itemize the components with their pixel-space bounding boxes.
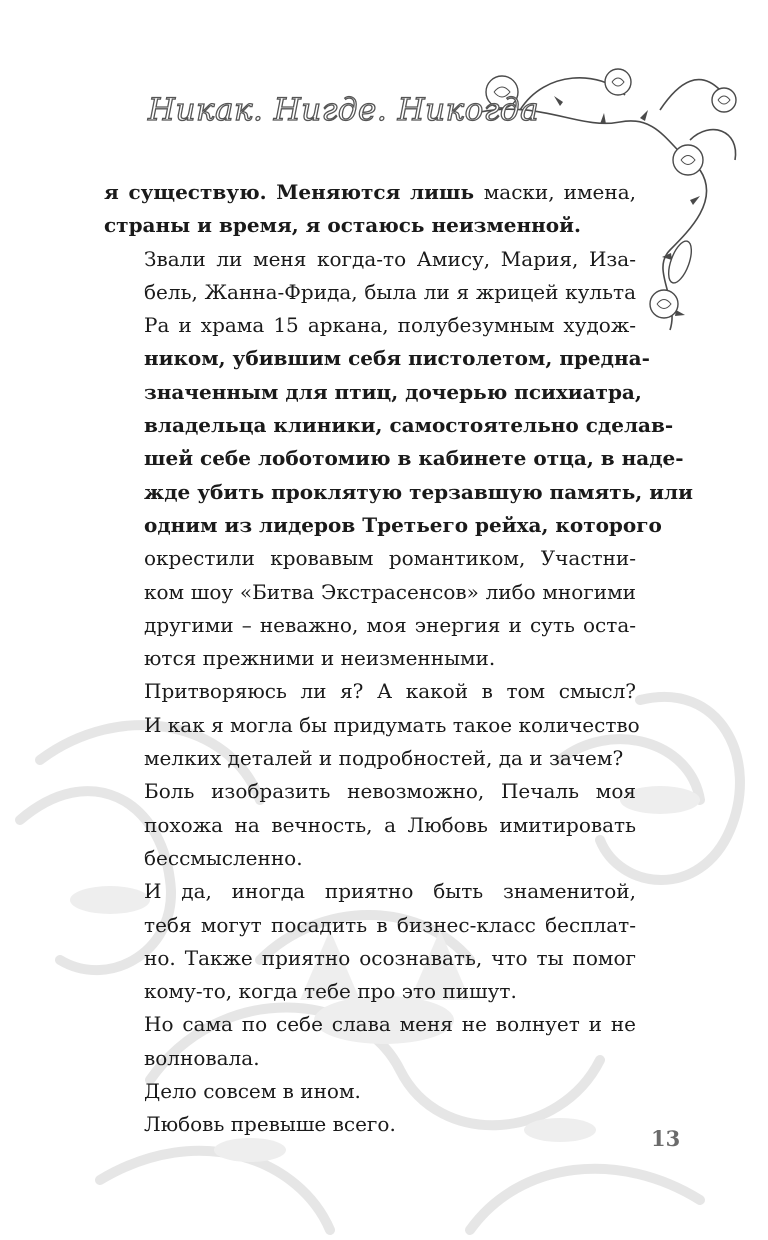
text-line: [104, 409, 674, 442]
text-line: [104, 1075, 636, 1108]
text-segment: бессмысленно.: [144, 845, 303, 870]
text-line: [104, 342, 650, 375]
paragraph: [104, 243, 693, 676]
text-line: [104, 209, 636, 242]
text-segment: бель, Жанна-Фрида, была ли я жрицей культа: [144, 279, 636, 304]
text-line: [104, 476, 693, 509]
text-line: [104, 376, 642, 409]
text-line: [104, 576, 636, 609]
text-segment: ком шоу «Битва Экстрасенсов» либо многими: [144, 579, 636, 604]
text-line: [104, 1108, 636, 1141]
text-segment: другими – неважно, моя энергия и суть оста-: [144, 612, 636, 637]
text-line: [104, 509, 662, 542]
text-segment: И как я могла бы придумать такое количество: [144, 712, 640, 737]
text-segment: окрестили кровавым романтиком, Участни-: [144, 546, 636, 571]
text-segment: но. Также приятно осознавать, что ты помог: [144, 945, 636, 970]
text-segment: тебя могут посадить в бизнес-класс бесплат-: [144, 912, 636, 937]
text-line: [104, 842, 636, 875]
text-segment: страны и время, я остаюсь неизменной.: [104, 213, 581, 238]
paragraph: [104, 775, 636, 875]
text-segment: Но сама по себе слава меня не волнует и не: [144, 1012, 636, 1037]
paragraph: [104, 875, 636, 1008]
text-segment: Звали ли меня когда-то Амису, Мария, Иза-: [144, 246, 636, 271]
text-line: [104, 809, 636, 842]
text-line: [104, 276, 636, 309]
text-line: [104, 642, 636, 675]
text-segment: значенным для птиц, дочерью психиатра,: [144, 379, 642, 404]
text-line: [104, 742, 636, 775]
text-segment: ются прежними и неизменными.: [144, 646, 496, 671]
text-segment: Ра и храма 15 аркана, полубезумным худож-: [144, 313, 636, 338]
text-line: [104, 909, 636, 942]
running-head: Никак. Нигде. Никогда: [148, 92, 540, 128]
page-number: 13: [651, 1126, 681, 1151]
text-segment: шей себе лоботомию в кабинете отца, в наде-: [144, 446, 684, 471]
text-line: [104, 942, 636, 975]
paragraph: [104, 675, 640, 775]
text-segment: мелких деталей и подробностей, да и зачем?: [144, 746, 624, 771]
text-segment: одним из лидеров Третьего рейха, которого: [144, 512, 662, 537]
text-segment: ником, убившим себя пистолетом, предна-: [144, 346, 650, 371]
text-segment: Боль изобразить невозможно, Печаль моя: [144, 779, 636, 804]
text-segment: жде убить проклятую терзавшую память, или: [144, 479, 693, 504]
text-segment: Притворяюсь ли я? А какой в том смысл?: [144, 679, 636, 704]
text-line: [104, 709, 640, 742]
text-segment: похожа на вечность, а Любовь имитировать: [144, 812, 636, 837]
text-line: [104, 875, 636, 908]
text-segment: маски, имена,: [483, 180, 636, 204]
paragraph: [104, 1108, 636, 1141]
text-segment: Любовь превыше всего.: [144, 1112, 396, 1137]
text-segment: И да, иногда приятно быть знаменитой,: [144, 879, 636, 904]
paragraph: [104, 1008, 636, 1075]
text-line: [104, 609, 636, 642]
text-segment: кому-то, когда тебе про это пишут.: [144, 979, 517, 1004]
text-line: [104, 243, 636, 276]
text-line: [104, 1042, 636, 1075]
text-line: [104, 1008, 636, 1041]
text-line: [104, 775, 636, 808]
text-segment: владельца клиники, самостоятельно сделав-: [144, 413, 674, 438]
text-segment: Дело совсем в ином.: [144, 1079, 361, 1104]
text-line: [104, 542, 636, 575]
text-line: [104, 442, 684, 475]
text-line: [104, 176, 636, 209]
text-segment: волновала.: [144, 1045, 260, 1070]
text-segment: я существую. Меняются лишь: [104, 180, 484, 204]
text-line: [104, 309, 636, 342]
text-line: [104, 675, 636, 708]
paragraph: [104, 1075, 636, 1108]
text-line: [104, 975, 636, 1008]
paragraph: [104, 176, 636, 243]
